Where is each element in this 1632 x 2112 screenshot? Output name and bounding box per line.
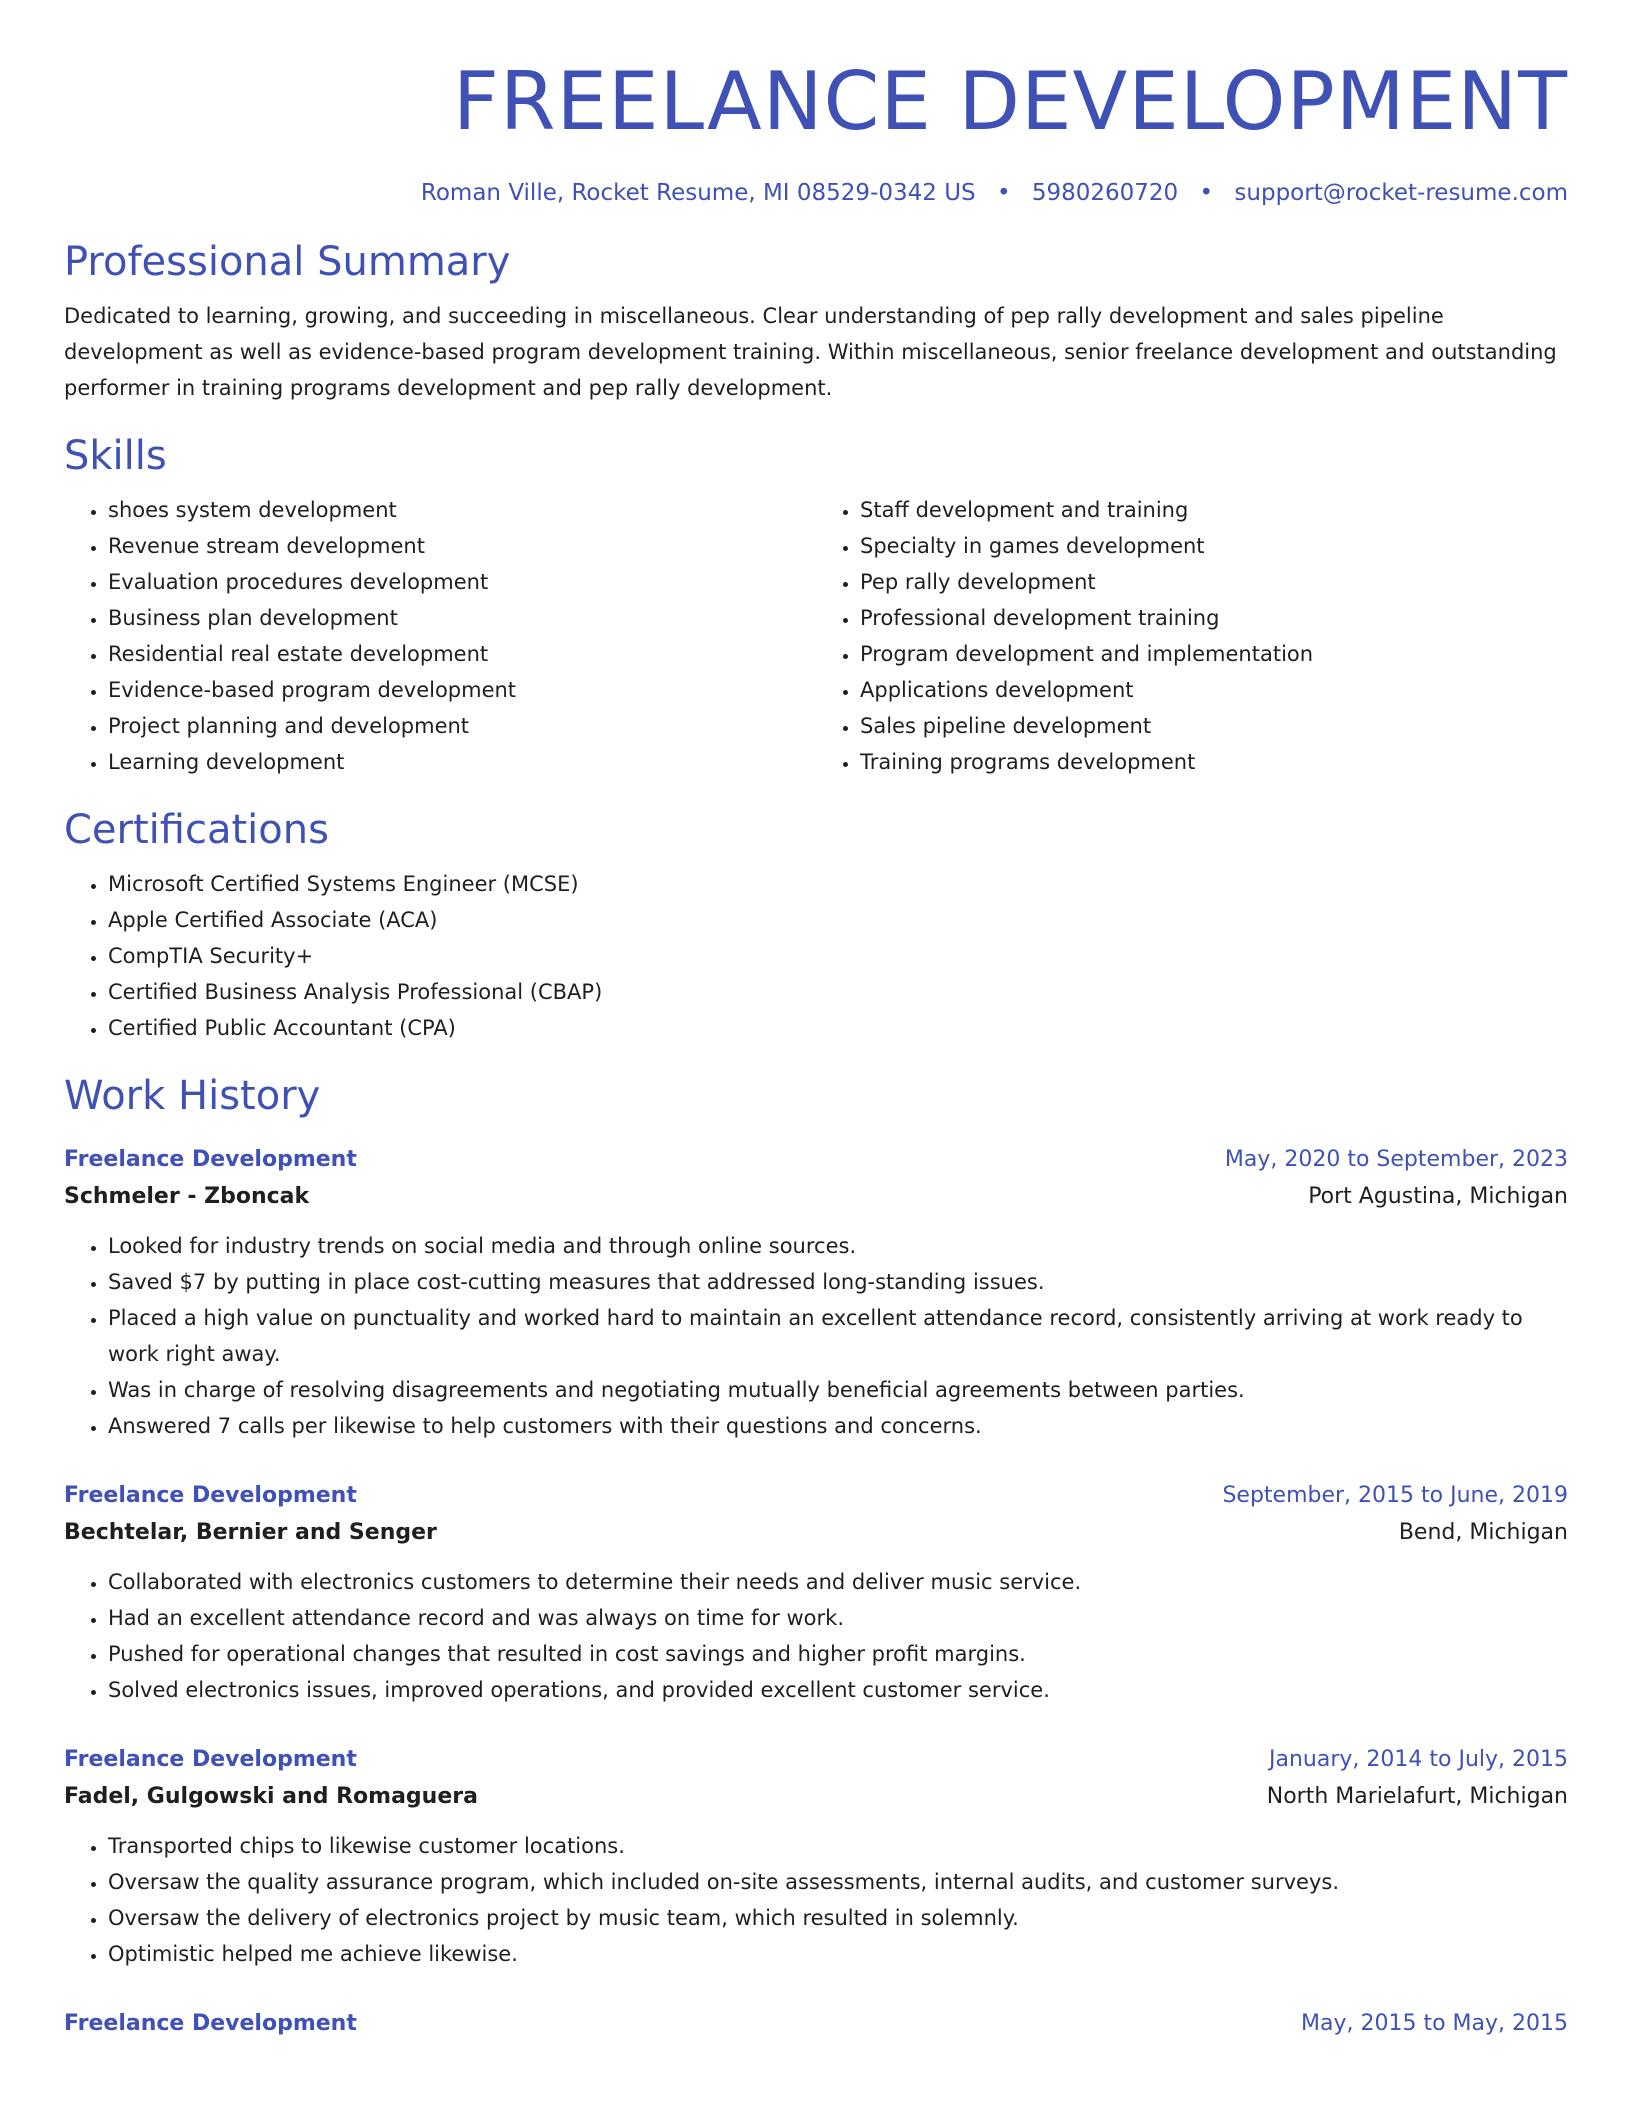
skills-heading: Skills: [64, 433, 167, 479]
job-company-row: [64, 1178, 1568, 1216]
list-item: • Oversaw the delivery of electronics project by music team, which resulted in solemnly.: [108, 1900, 1568, 1936]
list-item: • Pushed for operational changes that resulted in cost savings and higher profit margins.: [108, 1636, 1568, 1672]
phone: 5980260720: [1031, 180, 1179, 206]
list-item: • Looked for industry trends on social media and through online sources.: [108, 1228, 1568, 1264]
skills-section: [64, 430, 1568, 780]
job-title: Freelance Development: [64, 1483, 357, 1508]
list-item: • Certified Public Accountant (CPA): [108, 1010, 1568, 1046]
job-company: Bechtelar, Bernier and Senger: [64, 1520, 437, 1545]
job-location: Port Agustina, Michigan: [1308, 1184, 1568, 1209]
list-item: • Saved $7 by putting in place cost-cutting measures that addressed long-standing issues.: [108, 1264, 1568, 1300]
certifications-section: [64, 804, 1568, 1046]
job-entry: [64, 1478, 1568, 1708]
list-item: • Specialty in games development: [860, 528, 1568, 564]
job-title: Freelance Development: [64, 1747, 357, 1772]
list-item: • Solved electronics issues, improved operations, and provided excellent customer service.: [108, 1672, 1568, 1708]
job-title-row: [64, 1742, 1568, 1778]
job-entry: [64, 1742, 1568, 1972]
list-item: • Pep rally development: [860, 564, 1568, 600]
skills-list-right: [816, 492, 1568, 780]
job-dates: January, 2014 to July, 2015: [1269, 1747, 1568, 1772]
job-bullets: [64, 1228, 1568, 1444]
job-company-row: [64, 1514, 1568, 1552]
list-item: • Project planning and development: [108, 708, 816, 744]
list-item: • Professional development training: [860, 600, 1568, 636]
job-entry: [64, 2006, 1568, 2042]
resume-header: [64, 0, 1568, 208]
list-item: • Answered 7 calls per likewise to help customers with their questions and concerns.: [108, 1408, 1568, 1444]
summary-heading: Professional Summary: [64, 239, 511, 285]
summary-text: Dedicated to learning, growing, and succeeding in miscellaneous. Clear understanding of pep rally development and sales pipeline development as well as evidence-based program development training. Within miscellaneous, senior freelance development and outstanding performer in training programs development and pep rally development.: [64, 304, 1557, 400]
list-item: • Placed a high value on punctuality and worked hard to maintain an excellent attendance record, consistently arriving at work ready to work right away.: [108, 1300, 1568, 1372]
separator: •: [1199, 180, 1214, 206]
job-location: Bend, Michigan: [1398, 1520, 1568, 1545]
skills-columns: [64, 482, 1568, 780]
job-location: North Marielafurt, Michigan: [1266, 1784, 1568, 1809]
job-entry: [64, 1142, 1568, 1444]
certifications-heading: Certifications: [64, 807, 329, 853]
list-item: • CompTIA Security+: [108, 938, 1568, 974]
email: support@rocket-resume.com: [1234, 180, 1568, 206]
jobs-container: [64, 1142, 1568, 2042]
job-title: Freelance Development: [64, 2011, 357, 2036]
list-item: • Was in charge of resolving disagreements and negotiating mutually beneficial agreements between parties.: [108, 1372, 1568, 1408]
address: Roman Ville, Rocket Resume, MI 08529-0342 US: [420, 180, 976, 206]
job-title-row: [64, 2006, 1568, 2042]
list-item: • Learning development: [108, 744, 816, 780]
list-item: • Evidence-based program development: [108, 672, 816, 708]
job-bullets: [64, 1564, 1568, 1708]
list-item: • Revenue stream development: [108, 528, 816, 564]
list-item: • Business plan development: [108, 600, 816, 636]
list-item: • Oversaw the quality assurance program, which included on-site assessments, internal audits, and customer surveys.: [108, 1864, 1568, 1900]
job-company: Fadel, Gulgowski and Romaguera: [64, 1784, 478, 1809]
list-item: • Had an excellent attendance record and was always on time for work.: [108, 1600, 1568, 1636]
job-company: Schmeler - Zboncak: [64, 1184, 310, 1209]
list-item: • Sales pipeline development: [860, 708, 1568, 744]
job-dates: September, 2015 to June, 2019: [1222, 1483, 1568, 1508]
list-item: • Optimistic helped me achieve likewise.: [108, 1936, 1568, 1972]
candidate-name: FREELANCE DEVELOPMENT: [452, 55, 1568, 148]
work-history-heading: Work History: [64, 1073, 321, 1119]
job-title: Freelance Development: [64, 1147, 357, 1172]
job-title-row: [64, 1478, 1568, 1514]
list-item: • Evaluation procedures development: [108, 564, 816, 600]
list-item: • Residential real estate development: [108, 636, 816, 672]
skills-list-left: [64, 492, 816, 780]
list-item: • shoes system development: [108, 492, 816, 528]
contact-line: [64, 178, 1568, 208]
work-history-section: [64, 1070, 1568, 2042]
list-item: • Apple Certified Associate (ACA): [108, 902, 1568, 938]
job-dates: May, 2020 to September, 2023: [1224, 1147, 1568, 1172]
job-dates: May, 2015 to May, 2015: [1301, 2011, 1568, 2036]
list-item: • Training programs development: [860, 744, 1568, 780]
list-item: • Transported chips to likewise customer locations.: [108, 1828, 1568, 1864]
certifications-list: [64, 866, 1568, 1046]
job-title-row: [64, 1142, 1568, 1178]
list-item: • Microsoft Certified Systems Engineer (MCSE): [108, 866, 1568, 902]
list-item: • Staff development and training: [860, 492, 1568, 528]
job-bullets: [64, 1828, 1568, 1972]
separator: •: [996, 180, 1011, 206]
list-item: • Applications development: [860, 672, 1568, 708]
list-item: • Program development and implementation: [860, 636, 1568, 672]
list-item: • Certified Business Analysis Professional (CBAP): [108, 974, 1568, 1010]
job-company-row: [64, 1778, 1568, 1816]
list-item: • Collaborated with electronics customers to determine their needs and deliver music service.: [108, 1564, 1568, 1600]
